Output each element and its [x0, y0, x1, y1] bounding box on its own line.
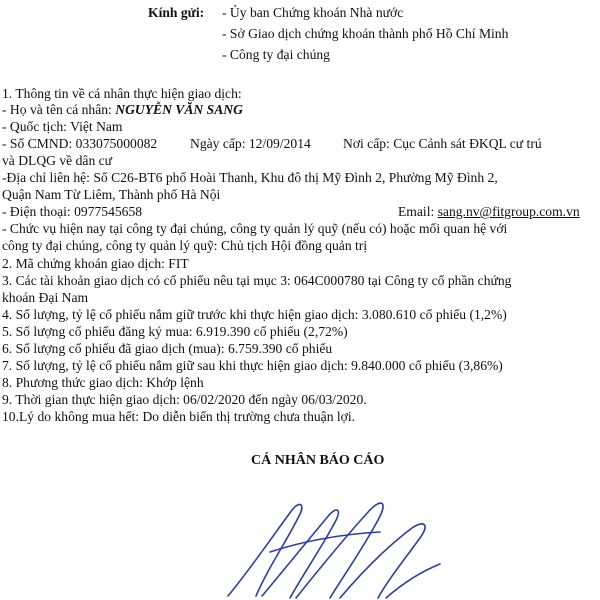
signature-stroke	[296, 503, 383, 598]
address-line-1: -Địa chỉ liên hệ: Số C26-BT6 phố Hoài Thanh, Khu đô thị Mỹ Đình 2, Phường Mỹ Đình 2,	[2, 170, 498, 185]
signature-stroke	[270, 532, 380, 552]
item-8-method: 8. Phương thức giao dịch: Khớp lệnh	[2, 375, 204, 390]
item-2-security-code: 2. Mã chứng khoán giao dịch: FIT	[2, 256, 189, 271]
section1-title: 1. Thông tin về cá nhân thực hiện giao dịch:	[2, 86, 242, 101]
signature-stroke	[386, 564, 440, 598]
recipient-ssc: - Ủy ban Chứng khoán Nhà nước	[222, 5, 404, 20]
person-name-row	[2, 101, 243, 118]
handwritten-signature	[0, 480, 600, 600]
signature-stroke	[262, 510, 338, 598]
email-link[interactable]: sang.nv@fitgroup.com.vn	[437, 204, 580, 219]
item-9-period: 9. Thời gian thực hiện giao dịch: 06/02/2020 đến ngày 06/03/2020.	[2, 392, 367, 407]
email-label: Email:	[398, 204, 438, 219]
signature-stroke	[228, 504, 302, 596]
id-number: - Số CMND: 033075000082	[2, 136, 158, 151]
item-7-holding-after: 7. Số lượng, tỷ lệ cổ phiếu nắm giữ sau khi thực hiện giao dịch: 9.840.000 cổ phiếu (3,86%)	[2, 358, 503, 373]
nationality: - Quốc tịch: Việt Nam	[2, 119, 123, 134]
position-line-1: - Chức vụ hiện nay tại công ty đại chúng, công ty quản lý quỹ (nếu có) hoặc mối quan hệ với	[2, 221, 508, 236]
item-3-accounts-line-1: 3. Các tài khoản giao dịch có cổ phiếu nêu tại mục 3: 064C000780 tại Công ty cổ phần chứng	[2, 273, 512, 288]
person-name-label: - Họ và tên cá nhân:	[2, 102, 116, 117]
position-line-2: công ty đại chúng, công ty quản lý quỹ: Chủ tịch Hội đồng quản trị	[2, 238, 368, 253]
recipient-public-company: - Công ty đại chúng	[222, 47, 330, 62]
item-4-holding-before: 4. Số lượng, tỷ lệ cổ phiếu nắm giữ trước khi thực hiện giao dịch: 3.080.610 cổ phiếu (1,2%)	[2, 307, 507, 322]
signature-heading: CÁ NHÂN BÁO CÁO	[251, 453, 385, 468]
recipients-label: Kính gửi:	[148, 5, 205, 20]
address-line-2: Quận Nam Từ Liêm, Thành phố Hà Nội	[2, 187, 221, 202]
item-3-accounts-line-2: khoán Đại Nam	[2, 290, 89, 305]
recipient-hose: - Sở Giao dịch chứng khoán thành phố Hồ Chí Minh	[222, 26, 509, 41]
id-issue-place-cont: và DLQG về dân cư	[2, 153, 113, 168]
item-5-registered-buy: 5. Số lượng cổ phiếu đăng ký mua: 6.919.390 cổ phiếu (2,72%)	[2, 324, 348, 339]
id-issue-place: Nơi cấp: Cục Cảnh sát ĐKQL cư trú	[343, 136, 542, 151]
email-row	[398, 203, 580, 220]
id-issue-date: Ngày cấp: 12/09/2014	[190, 136, 311, 151]
person-name-value: NGUYỄN VĂN SANG	[115, 102, 243, 117]
item-6-traded: 6. Số lượng cổ phiếu đã giao dịch (mua): 6.759.390 cổ phiếu	[2, 341, 333, 356]
phone: - Điện thoại: 0977545658	[2, 204, 143, 219]
item-10-reason: 10.Lý do không mua hết: Do diễn biến thị trường chưa thuận lợi.	[2, 409, 356, 424]
